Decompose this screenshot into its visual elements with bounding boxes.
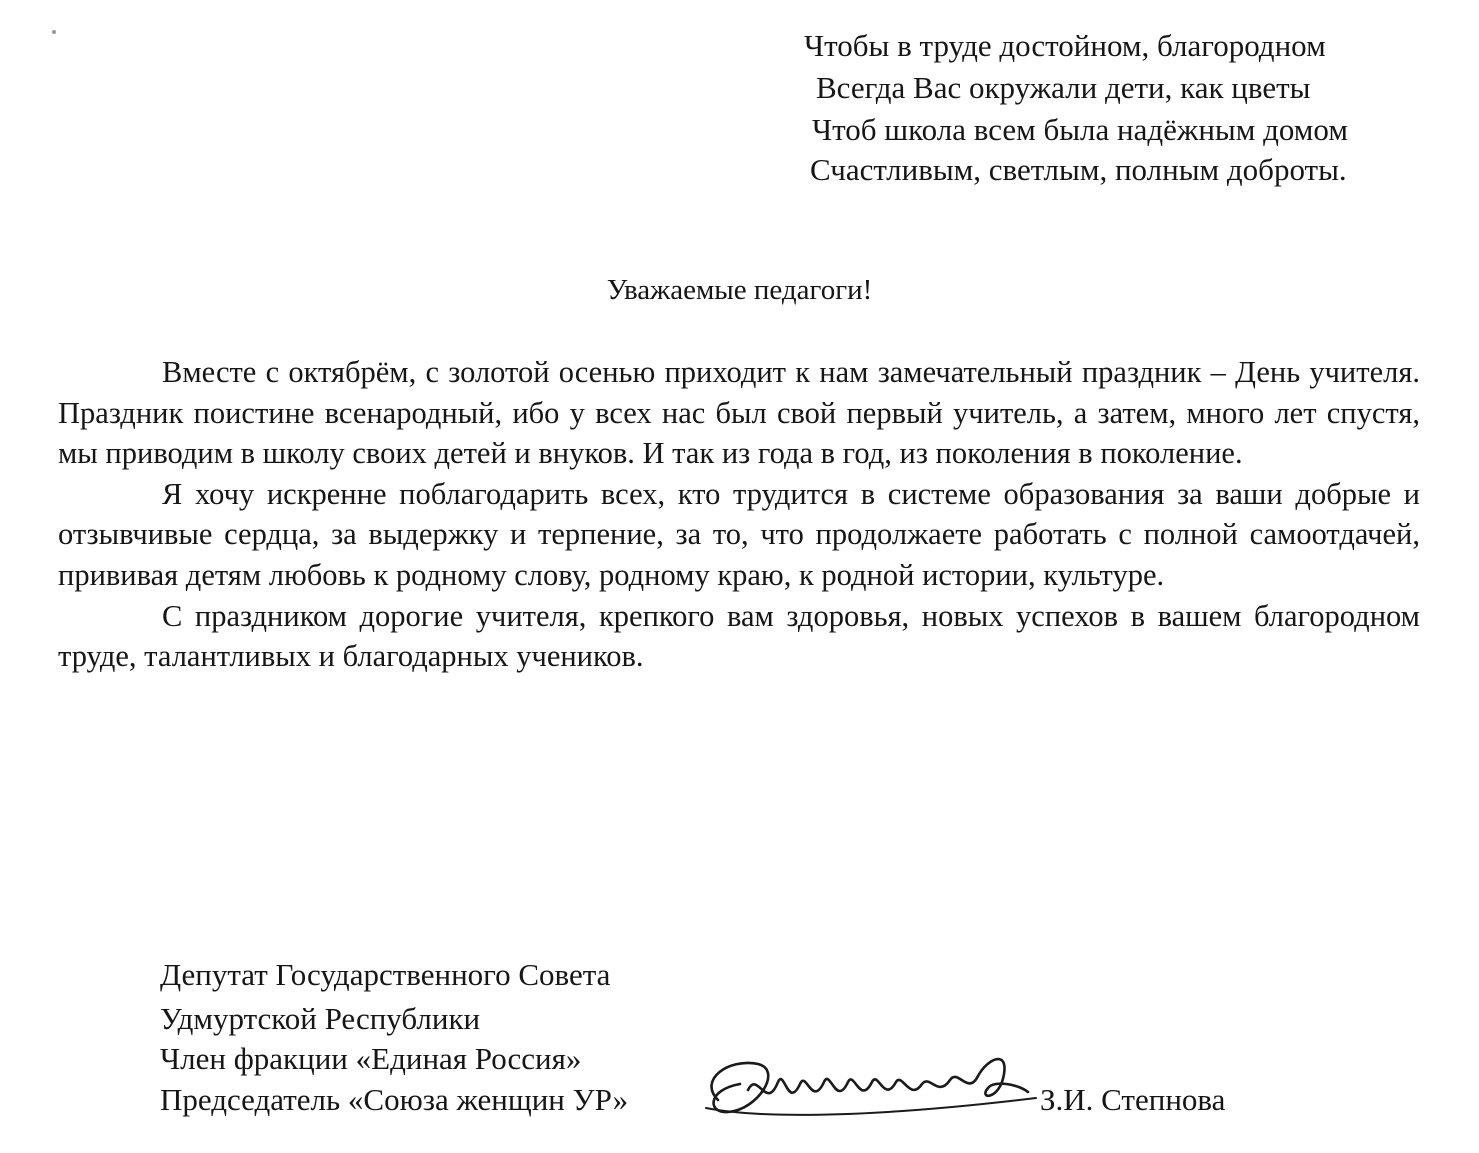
poem-line: Чтобы в труде достойном, благородном <box>804 28 1326 63</box>
body-paragraph: Вместе с октябрём, с золотой осенью приходит к нам замечательный праздник – День учителя. Праздник поистине всенародный, ибо у всех нас был свой первый учитель, а затем, много лет спустя, мы приводим в школу своих детей и внуков. И так из года в год, из поколения в поколение. <box>58 355 1420 471</box>
signer-title-line: Член фракции «Единая Россия» <box>160 1041 582 1076</box>
poem-line: Счастливым, светлым, полным доброты. <box>810 152 1347 187</box>
body-paragraph: Я хочу искренне поблагодарить всех, кто трудится в системе образования за ваши добрые и отзывчивые сердца, за выдержку и терпение, за то, что продолжаете работать с полной самоотдачей, прививая детям любовь к родному слову, родному краю, к родной истории, культуре. <box>58 476 1420 592</box>
signer-title-line: Удмуртской Республики <box>160 1001 481 1036</box>
signer-name: З.И. Степнова <box>1040 1082 1226 1117</box>
poem-line: Чтоб школа всем была надёжным домом <box>812 112 1348 147</box>
signer-title-line: Председатель «Союза женщин УР» <box>160 1082 629 1117</box>
greeting-text: Уважаемые педагоги! <box>606 274 873 306</box>
letter-body <box>58 352 1420 677</box>
scan-speck <box>52 30 56 34</box>
signer-title-line: Депутат Государственного Совета <box>160 957 611 992</box>
handwritten-signature-icon <box>688 1040 1050 1132</box>
greeting-heading <box>0 270 1479 310</box>
poem-line: Всегда Вас окружали дети, как цветы <box>816 70 1311 105</box>
body-paragraph: С праздником дорогие учителя, крепкого вам здоровья, новых успехов в вашем благородном труде, талантливых и благодарных учеников. <box>58 598 1420 674</box>
